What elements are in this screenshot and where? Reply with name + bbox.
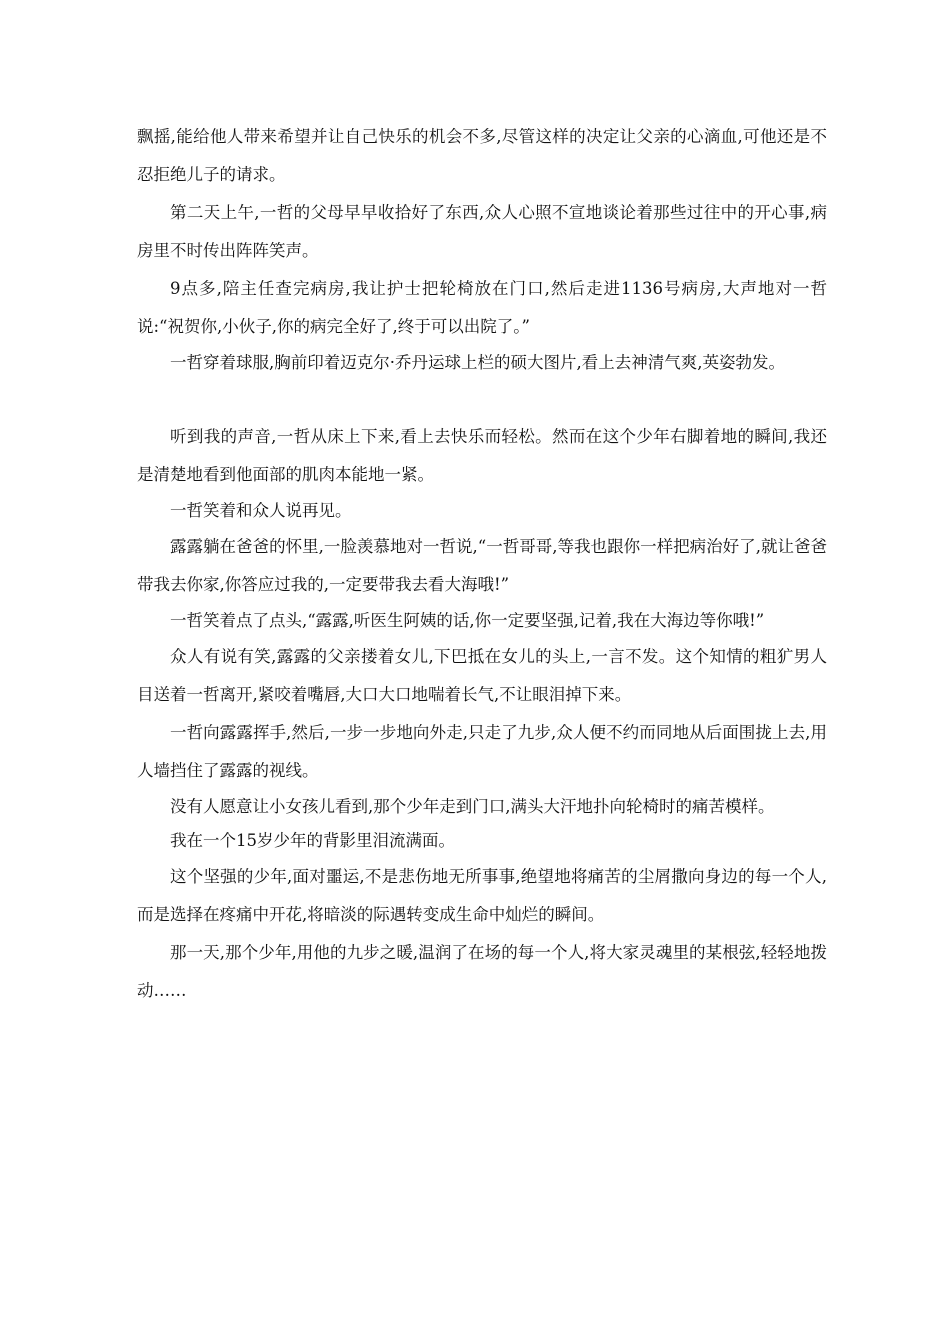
document-body: [137, 118, 827, 1010]
paragraph-3: 9点多,陪主任查完病房,我让护士把轮椅放在门口,然后走进1136号病房,大声地对一哲说:“祝贺你,小伙子,你的病完全好了,终于可以出院了。”: [137, 279, 827, 336]
paragraph-13: 这个坚强的少年,面对噩运,不是悲伤地无所事事,绝望地将痛苦的尘屑撒向身边的每一个人,而是选择在疼痛中开花,将暗淡的际遇转变成生命中灿烂的瞬间。: [137, 867, 827, 924]
paragraph-5: 听到我的声音,一哲从床上下来,看上去快乐而轻松。然而在这个少年右脚着地的瞬间,我还是清楚地看到他面部的肌肉本能地一紧。: [137, 427, 827, 484]
paragraph-2: 第二天上午,一哲的父母早早收拾好了东西,众人心照不宣地谈论着那些过往中的开心事,病房里不时传出阵阵笑声。: [137, 203, 827, 260]
paragraph-11: 没有人愿意让小女孩儿看到,那个少年走到门口,满头大汗地扑向轮椅时的痛苦模样。: [170, 797, 775, 816]
paragraph-4: 一哲穿着球服,胸前印着迈克尔·乔丹运球上栏的硕大图片,看上去神清气爽,英姿勃发。: [170, 353, 785, 372]
paragraph-10: 一哲向露露挥手,然后,一步一步地向外走,只走了九步,众人便不约而同地从后面围拢上去,用人墙挡住了露露的视线。: [137, 723, 827, 780]
paragraph-14: 那一天,那个少年,用他的九步之暖,温润了在场的每一个人,将大家灵魂里的某根弦,轻轻地拨动……: [137, 943, 827, 1000]
paragraph-gap: [137, 380, 827, 418]
paragraph-12: 我在一个15岁少年的背影里泪流满面。: [170, 831, 455, 850]
paragraph-8: 一哲笑着点了点头,“露露,听医生阿姨的话,你一定要坚强,记着,我在大海边等你哦!”: [170, 611, 765, 630]
paragraph-7: 露露躺在爸爸的怀里,一脸羡慕地对一哲说,“一哲哥哥,等我也跟你一样把病治好了,就让爸爸带我去你家,你答应过我的,一定要带我去看大海哦!”: [137, 537, 827, 594]
paragraph-9: 众人有说有笑,露露的父亲搂着女儿,下巴抵在女儿的头上,一言不发。这个知情的粗犷男人目送着一哲离开,紧咬着嘴唇,大口大口地喘着长气,不让眼泪掉下来。: [137, 647, 827, 704]
paragraph-6: 一哲笑着和众人说再见。: [170, 501, 352, 520]
paragraph-1: 飘摇,能给他人带来希望并让自己快乐的机会不多,尽管这样的决定让父亲的心滴血,可他还是不忍拒绝儿子的请求。: [137, 127, 827, 184]
